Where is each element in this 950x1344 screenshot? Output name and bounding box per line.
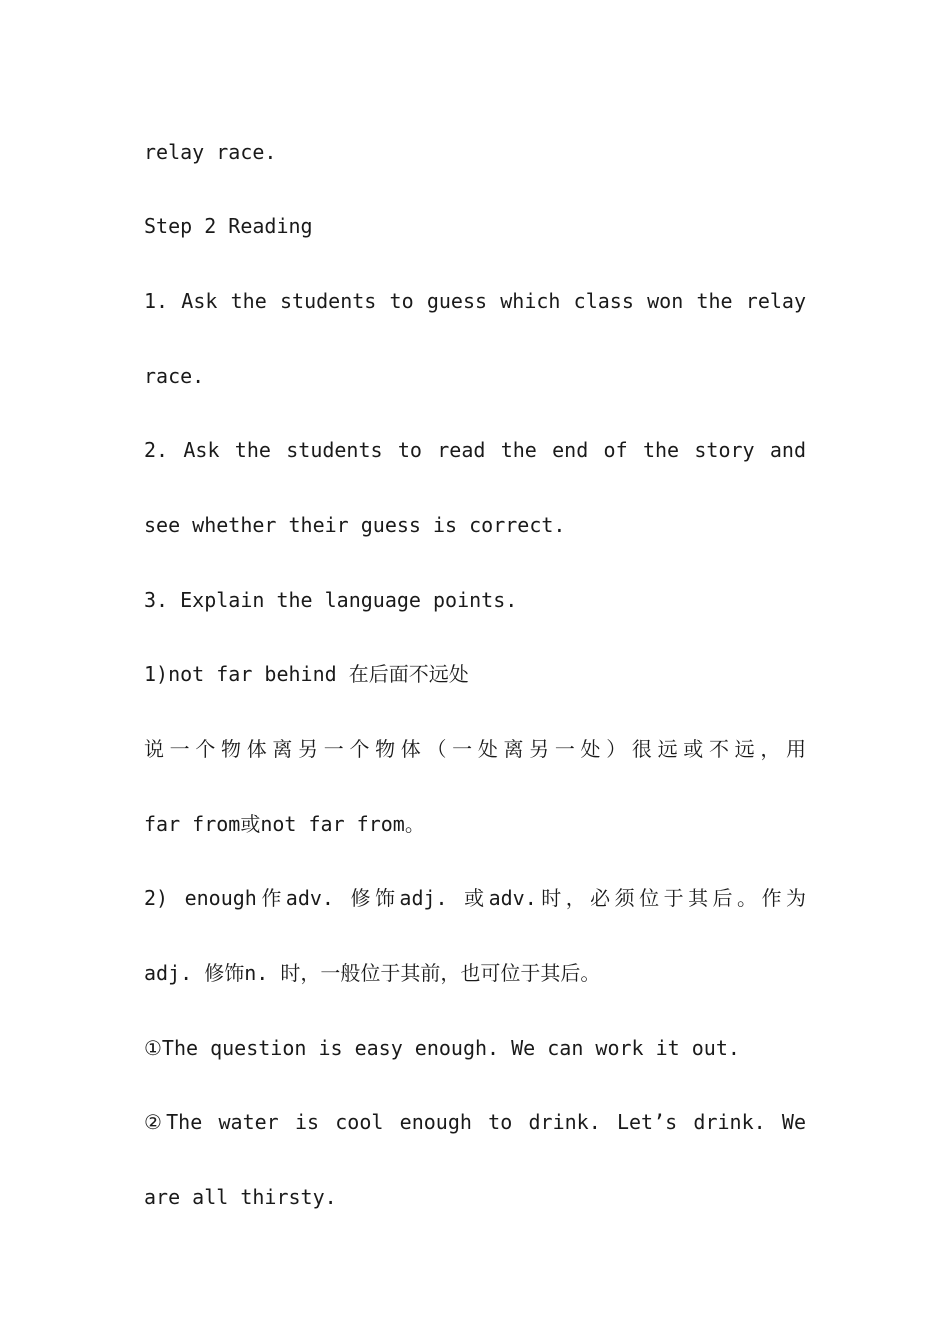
text-line: 2. Ask the students to read the end of the story and <box>144 438 806 462</box>
section-heading: Step 2 Reading <box>144 214 313 238</box>
text-line: far from或not far from。 <box>144 812 425 836</box>
text-line: relay race. <box>144 140 277 164</box>
text-line: 1. Ask the students to guess which class won the relay <box>144 289 806 313</box>
example-sentence: ②The water is cool enough to drink. Let’s drink. We <box>144 1110 806 1134</box>
text-line: 2) enough作adv. 修饰adj. 或adv.时，必须位于其后。作为 <box>144 886 806 910</box>
document-page <box>144 0 806 1344</box>
text-line: adj. 修饰n. 时，一般位于其前，也可位于其后。 <box>144 961 601 985</box>
example-sentence: ①The question is easy enough. We can work it out. <box>144 1036 740 1060</box>
text-line: 3. Explain the language points. <box>144 588 518 612</box>
text-line: 1)not far behind 在后面不远处 <box>144 662 469 686</box>
text-line: 说一个物体离另一个物体（一处离另一处）很远或不远，用 <box>144 737 806 761</box>
text-line: race. <box>144 364 205 388</box>
text-line: are all thirsty. <box>144 1185 337 1209</box>
text-line: see whether their guess is correct. <box>144 513 566 537</box>
